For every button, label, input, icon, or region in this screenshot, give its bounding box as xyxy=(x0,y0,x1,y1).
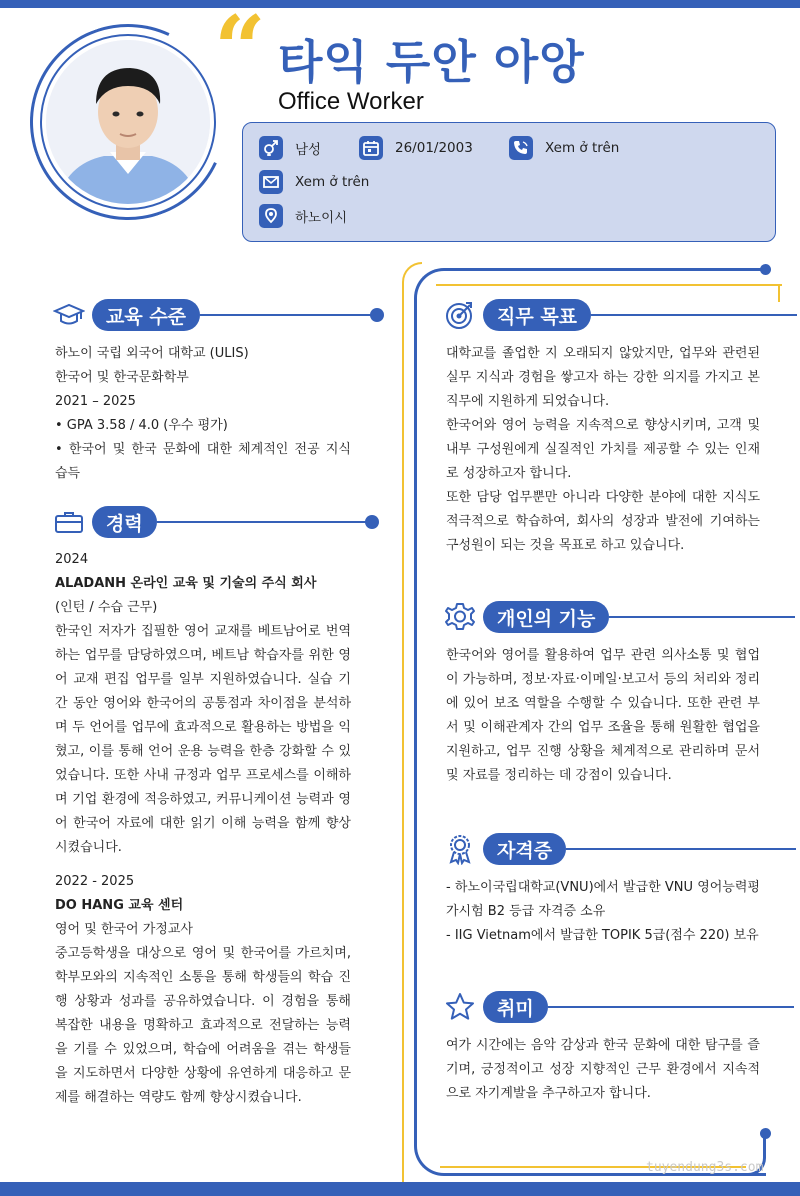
skills-content xyxy=(446,644,760,788)
quote-mark-icon: “ xyxy=(214,0,266,102)
heading-divider xyxy=(591,314,797,316)
objective-heading xyxy=(443,298,797,332)
experience-content xyxy=(55,548,351,1110)
experience-heading xyxy=(52,505,379,539)
heading-divider xyxy=(609,616,795,618)
contact-info-box xyxy=(242,122,776,242)
certificates-heading xyxy=(443,832,796,866)
experience-period: 2024 xyxy=(55,552,89,567)
hobbies-text: 여가 시간에는 음악 감상과 한국 문화에 대한 탐구를 즐기며, 긍정적이고 성장 지향적인 근무 환경에서 지속적으로 자기계발을 추구하고자 합니다. xyxy=(446,1038,760,1101)
contact-email-value: Xem ở trên xyxy=(295,174,370,190)
star-icon xyxy=(443,990,477,1024)
watermark: tuyendung3s.com xyxy=(646,1160,764,1175)
skills-heading-label: 개인의 기능 xyxy=(483,601,609,633)
certificates-content xyxy=(446,876,760,948)
decorative-dot xyxy=(760,264,771,275)
contact-birthdate-value: 26/01/2003 xyxy=(395,140,473,156)
skills-heading xyxy=(443,600,795,634)
gender-icon xyxy=(259,136,283,160)
heading-divider-dot xyxy=(365,515,379,529)
education-line: 2021 – 2025 xyxy=(55,394,136,409)
heading-divider-dot xyxy=(370,308,384,322)
contact-address xyxy=(259,204,347,228)
contact-email xyxy=(259,170,369,194)
objective-heading-label: 직무 목표 xyxy=(483,299,591,331)
skills-text: 한국어와 영어를 활용하여 업무 관련 의사소통 및 협업이 가능하며, 정보·자료·이메일·보고서 등의 처리와 정리에 있어 보조 역할을 수행할 수 있습니다. 또한 관련 부서 및 이해관계자 간의 업무 조율을 통해 원활한 협업을 지원하고, 업무 진행 상황을 체계적으로 관리하며 문서 및 자료를 정리하는 데 강점이 있습니다. xyxy=(446,648,760,783)
certificates-heading-label: 자격증 xyxy=(483,833,566,865)
experience-description: 중고등학생을 대상으로 영어 및 한국어를 가르치며, 학부모와의 지속적인 소통을 통해 학생들의 학습 진행 상황과 성과를 공유하였습니다. 이 경험을 통해 복잡한 내용을 명확하고 효과적으로 전달하는 능력을 기를 수 있었으며, 학습에 어려움을 겪는 학생들을 지도하면서 다양한 상황에 유연하게 대응하고 문제를 해결하는 역량도 함께 향상시켰습니다. xyxy=(55,946,351,1105)
gear-icon xyxy=(443,600,477,634)
experience-period: 2022 - 2025 xyxy=(55,874,135,889)
education-line: 하노이 국립 외국어 대학교 (ULIS) xyxy=(55,346,249,361)
location-icon xyxy=(259,204,283,228)
profile-photo xyxy=(46,40,210,204)
hobbies-heading xyxy=(443,990,794,1024)
heading-divider xyxy=(200,314,372,316)
education-heading-label: 교육 수준 xyxy=(92,299,200,331)
contact-gender xyxy=(259,136,321,160)
award-icon xyxy=(443,832,477,866)
person-silhouette-icon xyxy=(46,40,210,204)
education-line: 한국어 및 한국문화학부 xyxy=(55,370,189,385)
contact-phone xyxy=(509,136,619,160)
objective-paragraph: 한국어와 영어 능력을 지속적으로 향상시키며, 고객 및 내부 구성원에게 실질적인 가치를 제공할 수 있는 인재로 성장하고자 합니다. xyxy=(446,418,760,481)
decorative-dot xyxy=(760,1128,771,1139)
experience-description: 한국인 저자가 집필한 영어 교재를 베트남어로 번역하는 업무를 담당하였으며, 베트남 학습자를 위한 영어 교재 편집 업무를 일부 지원하였습니다. 실습 기간 동안 영어와 한국어의 공통점과 차이점을 분석하며 두 언어를 업무에 효과적으로 활용하는 방법을 익혔고, 이를 통해 언어 운용 능력을 한층 강화할 수 있었습니다. 또한 사내 규정과 업무 프로세스를 이해하며 기업 환경에 적응하였고, 커뮤니케이션 능력과 영어 한국어 자료에 대한 읽기 이해 능력을 함께 향상시켰습니다. xyxy=(55,624,351,855)
experience-role: 영어 및 한국어 가정교사 xyxy=(55,922,193,937)
contact-address-value: 하노이시 xyxy=(295,210,348,226)
contact-birthdate xyxy=(359,136,473,160)
mail-icon xyxy=(259,170,283,194)
contact-gender-value: 남성 xyxy=(295,142,322,158)
experience-role: (인턴 / 수습 근무) xyxy=(55,600,158,615)
heading-divider xyxy=(566,848,796,850)
target-icon xyxy=(443,298,477,332)
education-heading xyxy=(52,298,384,332)
objective-paragraph: 대학교를 졸업한 지 오래되지 않았지만, 업무와 관련된 실무 지식과 경험을 쌓고자 하는 강한 의지를 가지고 본 직무에 지원하게 되었습니다. xyxy=(446,346,760,409)
heading-divider xyxy=(157,521,367,523)
certificate-item: - 하노이국립대학교(VNU)에서 발급한 VNU 영어능력평가시험 B2 등급 자격증 소유 xyxy=(446,880,760,919)
bottom-accent-bar xyxy=(0,1182,800,1196)
heading-divider xyxy=(548,1006,794,1008)
briefcase-icon xyxy=(52,505,86,539)
education-line: • GPA 3.58 / 4.0 (우수 평가) xyxy=(55,418,228,433)
experience-heading-label: 경력 xyxy=(92,506,157,538)
contact-phone-value: Xem ở trên xyxy=(545,140,620,156)
education-content xyxy=(55,342,351,486)
phone-icon xyxy=(509,136,533,160)
objective-paragraph: 또한 담당 업무뿐만 아니라 다양한 분야에 대한 지식도 적극적으로 학습하여, 회사의 성장과 발전에 기여하는 구성원이 되는 것을 목표로 하고 있습니다. xyxy=(446,490,760,553)
experience-company: DO HANG 교육 센터 xyxy=(55,898,184,913)
hobbies-heading-label: 취미 xyxy=(483,991,548,1023)
decorative-yellow-line xyxy=(436,284,782,294)
education-line: • 한국어 및 한국 문화에 대한 체계적인 전공 지식 습득 xyxy=(55,442,351,481)
objective-content xyxy=(446,342,760,558)
calendar-icon xyxy=(359,136,383,160)
job-title: Office Worker xyxy=(278,88,424,115)
hobbies-content xyxy=(446,1034,760,1106)
certificate-item: - IIG Vietnam에서 발급한 TOPIK 5급(점수 220) 보유 xyxy=(446,928,759,943)
candidate-name: 타익 두안 아앙 xyxy=(278,35,585,89)
graduation-cap-icon xyxy=(52,298,86,332)
top-accent-bar xyxy=(0,0,800,8)
experience-company: ALADANH 온라인 교육 및 기술의 주식 회사 xyxy=(55,576,317,591)
